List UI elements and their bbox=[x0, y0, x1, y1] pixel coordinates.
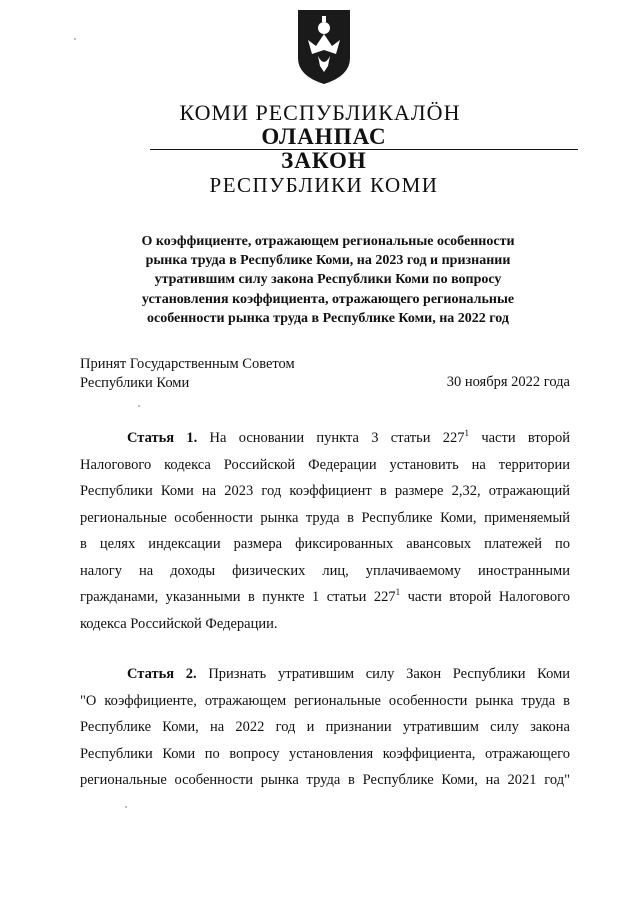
header-olanpas: ОЛАНПАС bbox=[261, 124, 387, 149]
scan-speck bbox=[74, 38, 76, 40]
article-2-line: Республике Коми, на 2022 год и признании утратившим силу закона bbox=[80, 719, 570, 735]
article-1-text: гражданами, указанными в пункте 1 статьи 227 bbox=[80, 589, 396, 605]
article-1-text: На основании пункта 3 статьи 227 bbox=[209, 430, 465, 446]
article-1 bbox=[80, 425, 570, 637]
adopted-by-line2: Республики Коми bbox=[80, 375, 190, 391]
article-1-line: региональные особенности рынка труда в Республике Коми, применяемый bbox=[80, 509, 570, 526]
title-line: утратившим силу закона Республики Коми по вопросу bbox=[154, 272, 502, 288]
article-2-line: региональные особенности рынка труда в Республике Коми, на 2021 год" bbox=[80, 772, 570, 788]
title-line: О коэффициенте, отражающем региональные особенности bbox=[141, 234, 515, 249]
article-1-line bbox=[80, 584, 570, 611]
adoption-info bbox=[80, 355, 295, 393]
article-1-line: Налогового кодекса Российской Федерации установить на территории bbox=[80, 456, 570, 473]
article-1-line: налогу на доходы физических лиц, уплачиваемому иностранными bbox=[80, 562, 570, 579]
article-2 bbox=[80, 661, 570, 794]
article-1-text-tail: части второй bbox=[481, 430, 571, 446]
header-komi-republic: КОМИ РЕСПУБЛИКАЛÖН bbox=[179, 100, 461, 125]
adoption-date: 30 ноября 2022 года bbox=[446, 374, 570, 390]
article-1-first-line bbox=[80, 425, 570, 452]
coat-of-arms-emblem bbox=[294, 6, 354, 86]
header-republic-komi: РЕСПУБЛИКИ КОМИ bbox=[209, 173, 439, 197]
article-2-first-line bbox=[80, 661, 570, 688]
adopted-by-line1: Принят Государственным Советом bbox=[80, 356, 295, 372]
header-zakon: ЗАКОН bbox=[281, 148, 367, 173]
article-1-text-tail: части второй Налогового bbox=[407, 589, 571, 605]
article-2-label: Статья 2. bbox=[127, 666, 197, 682]
title-line: особенности рынка труда в Республике Коми, на 2022 год bbox=[147, 310, 509, 326]
title-line: установления коэффициента, отражающего региональные bbox=[141, 291, 515, 307]
article-1-last-line: кодекса Российской Федерации. bbox=[80, 615, 278, 632]
law-title bbox=[100, 232, 556, 328]
article-2-line: Республики Коми по вопросу установления коэффициента, отражающего bbox=[80, 745, 570, 762]
superscript: 1 bbox=[395, 587, 401, 598]
article-1-label: Статья 1. bbox=[127, 430, 198, 446]
article-1-line: Республики Коми на 2023 год коэффициент в размере 2,32, отражающий bbox=[80, 483, 570, 499]
scan-speck bbox=[125, 806, 127, 808]
title-line: рынка труда в Республике Коми, на 2023 год и признании bbox=[145, 253, 511, 269]
article-2-text: Признать утратившим силу Закон Республики Коми bbox=[208, 666, 571, 682]
article-1-line: в целях индексации размера фиксированных авансовых платежей по bbox=[80, 536, 570, 552]
scan-speck bbox=[138, 405, 140, 407]
article-2-line: "О коэффициенте, отражающем региональные особенности рынка труда в bbox=[80, 692, 570, 709]
superscript: 1 bbox=[464, 428, 470, 439]
